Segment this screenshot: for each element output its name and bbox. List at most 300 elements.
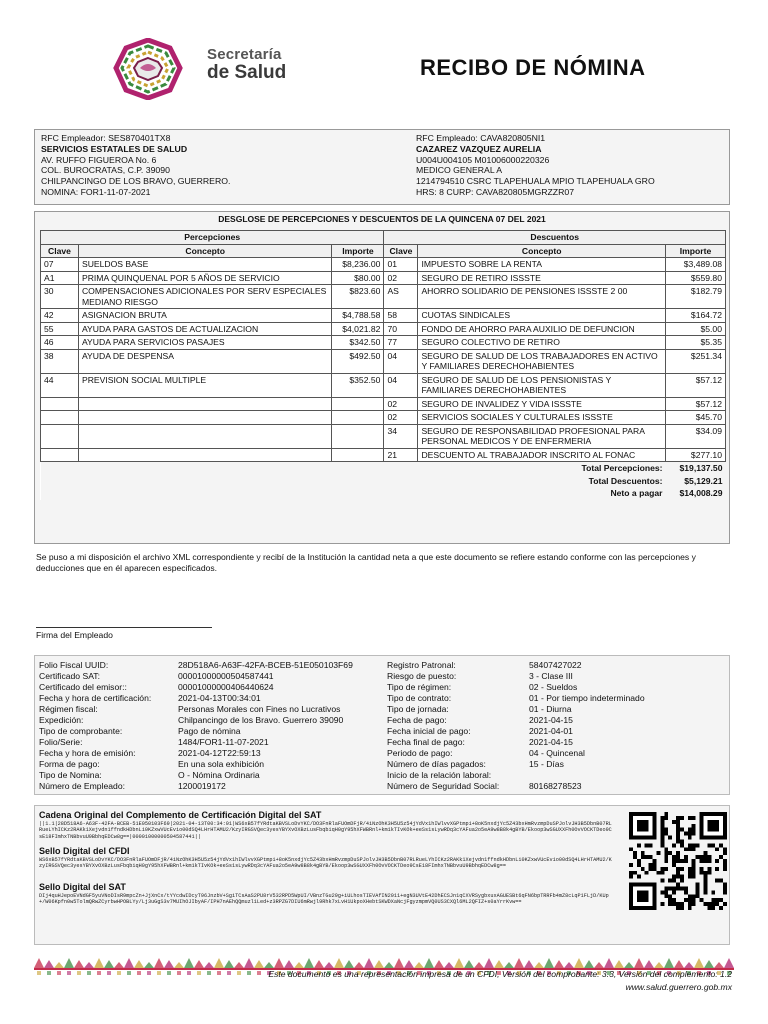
qr-module <box>703 855 707 859</box>
qr-module <box>672 875 676 879</box>
band-dot <box>257 971 261 975</box>
footer-website-link[interactable]: www.salud.guerrero.gob.mx <box>625 982 732 992</box>
desc-clave: 02 <box>384 397 418 411</box>
qr-module <box>680 843 684 847</box>
band-triangle <box>444 962 454 968</box>
qr-module <box>688 836 692 840</box>
perc-clave <box>41 397 79 411</box>
desc-concepto: SEGURO DE INVALIDEZ Y VIDA ISSSTE <box>418 397 666 411</box>
qr-module <box>668 894 672 898</box>
band-triangle <box>334 958 344 968</box>
band-dot <box>197 971 201 975</box>
band-triangle <box>724 958 734 968</box>
band-triangle <box>644 960 654 968</box>
meta-row <box>39 759 264 769</box>
qr-module <box>692 898 696 902</box>
meta-value: Pago de nómina <box>178 726 241 736</box>
desc-concepto: CUOTAS SINDICALES <box>418 309 666 323</box>
band-triangle <box>134 960 144 968</box>
meta-row <box>387 770 529 780</box>
document-title: RECIBO DE NÓMINA <box>420 55 646 80</box>
desc-concepto: FONDO DE AHORRO PARA AUXILIO DE DEFUNCION <box>418 322 666 336</box>
band-triangle <box>704 960 714 968</box>
qr-module <box>703 886 707 890</box>
band-triangle <box>164 960 174 968</box>
qr-module <box>672 855 676 859</box>
qr-module <box>664 832 668 836</box>
band-dot <box>227 971 231 975</box>
qr-module <box>676 906 680 910</box>
sello-sat-title: Sello Digital del SAT <box>39 882 126 892</box>
qr-module <box>649 843 653 847</box>
employer-rfc: RFC Empleador: SES870401TX8 <box>41 133 171 143</box>
band-triangle <box>624 962 634 968</box>
qr-module <box>696 883 700 887</box>
qr-module <box>692 867 696 871</box>
perc-concepto: ASIGNACION BRUTA <box>78 309 332 323</box>
table-row <box>41 349 726 373</box>
qr-module <box>700 871 704 875</box>
meta-label: Inicio de la relación laboral: <box>387 770 492 780</box>
table-row <box>41 424 726 448</box>
payroll-breakdown <box>34 211 730 544</box>
meta-label: Certificado SAT: <box>39 671 100 681</box>
perc-importe: $80.00 <box>332 271 384 285</box>
band-triangle <box>34 958 44 968</box>
qr-code-icon <box>629 812 727 910</box>
qr-module <box>676 820 680 824</box>
perc-importe <box>332 397 384 411</box>
perc-importe-header: Importe <box>332 244 384 258</box>
band-triangle <box>414 962 424 968</box>
meta-value: 28D518A6-A63F-42FA-BCEB-51E050103F69 <box>178 660 353 670</box>
qr-module <box>676 859 680 863</box>
qr-module <box>660 832 664 836</box>
payroll-rows <box>41 258 726 500</box>
band-dot <box>157 971 161 975</box>
band-triangle <box>674 960 684 968</box>
table-row <box>41 309 726 323</box>
qr-module <box>680 828 684 832</box>
band-triangle <box>634 958 644 968</box>
band-triangle <box>54 962 64 968</box>
perc-concepto <box>78 448 332 462</box>
band-triangle <box>524 960 534 968</box>
meta-value: 02 - Sueldos <box>529 682 578 692</box>
qr-module <box>711 902 715 906</box>
qr-module <box>641 867 645 871</box>
employer-nomina: NOMINA: FOR1-11-07-2021 <box>41 186 151 197</box>
desc-importe: $5.00 <box>666 322 726 336</box>
desc-concepto: SEGURO COLECTIVO DE RETIRO <box>418 336 666 350</box>
qr-module <box>703 859 707 863</box>
meta-value: 2021-04-15 <box>529 737 573 747</box>
qr-module <box>664 859 668 863</box>
band-triangle <box>324 962 334 968</box>
desc-concepto: SEGURO DE RESPONSABILIDAD PROFESIONAL PARA PERSONAL MEDICOS Y DE ENFERMERIA <box>418 424 666 448</box>
qr-module <box>696 843 700 847</box>
band-triangle <box>204 962 214 968</box>
qr-module <box>668 836 672 840</box>
band-triangle <box>404 960 414 968</box>
qr-module <box>664 828 668 832</box>
meta-value: 2021-04-13T00:34:01 <box>178 693 261 703</box>
qr-module <box>660 871 664 875</box>
band-triangle <box>594 962 604 968</box>
qr-module <box>676 886 680 890</box>
qr-module <box>707 902 711 906</box>
qr-module <box>672 859 676 863</box>
qr-module <box>672 843 676 847</box>
qr-module <box>723 886 727 890</box>
band-triangle <box>274 958 284 968</box>
qr-module <box>692 824 696 828</box>
secretaria-salud-logo-icon <box>112 38 184 100</box>
meta-value: 15 - Días <box>529 759 564 769</box>
qr-module <box>680 879 684 883</box>
band-dot <box>57 971 61 975</box>
qr-module <box>676 875 680 879</box>
band-triangle <box>564 962 574 968</box>
qr-finder <box>707 820 719 832</box>
qr-module <box>664 886 668 890</box>
band-dot <box>37 971 41 975</box>
qr-module <box>688 871 692 875</box>
perc-concepto: AYUDA PARA SERVICIOS PASAJES <box>78 336 332 350</box>
qr-module <box>684 898 688 902</box>
qr-module <box>700 855 704 859</box>
qr-module <box>692 863 696 867</box>
qr-module <box>660 816 664 820</box>
qr-module <box>668 898 672 902</box>
meta-value: Chilpancingo de los Bravo. Guerrero 39090 <box>178 715 344 725</box>
qr-module <box>676 839 680 843</box>
qr-module <box>692 847 696 851</box>
employee-rfc: RFC Empleado: CAVA820805NI1 <box>416 133 546 143</box>
desc-importe: $45.70 <box>666 411 726 425</box>
meta-label: Forma de pago: <box>39 759 100 769</box>
meta-label: Fecha y hora de certificación: <box>39 693 152 703</box>
desc-concepto: SEGURO DE SALUD DE LOS PENSIONISTAS Y FAMILIARES DERECHOHABIENTES <box>418 373 666 397</box>
band-triangle <box>684 962 694 968</box>
perc-clave: 30 <box>41 285 79 309</box>
qr-module <box>703 890 707 894</box>
qr-module <box>637 843 641 847</box>
logo-emblem <box>116 40 180 98</box>
band-dot <box>97 971 101 975</box>
qr-module <box>680 886 684 890</box>
perc-concepto <box>78 424 332 448</box>
meta-row <box>387 660 582 670</box>
qr-module <box>664 851 668 855</box>
perc-concepto-header: Concepto <box>78 244 332 258</box>
qr-module <box>703 883 707 887</box>
band-triangle <box>74 960 84 968</box>
qr-module <box>676 855 680 859</box>
desc-importe: $277.10 <box>666 448 726 462</box>
perc-importe: $4,021.82 <box>332 322 384 336</box>
qr-module <box>696 886 700 890</box>
qr-module <box>692 828 696 832</box>
total-percepciones-label: Total Percepciones: <box>41 462 666 475</box>
meta-label: Periodo de pago: <box>387 748 453 758</box>
band-triangle <box>264 962 274 968</box>
qr-module <box>672 820 676 824</box>
cadena-original-text: ||1.1|28D518A6-A63F-42FA-BCEB-51E050103F69|2021-04-13T00:34:01|WS6xB57fYRdtaKBVSLoDvYKC/DO3FnRlaFUOmDFjR/4iNzOhK3H5U5z54jYdVx1hIWlvvXGPtmpi+8oK5nxdjYc5Z43bxHmRvzmpDuSPJolvJH3B5DbnB07RLRueLYhICKz2RAKk1Xejvdn1ffndkHDbnLi0KZxwVUcEvio00dSQ4LHrHTAMU2/KzyIRGSVQec3yesYBYXvOXBzLusFbqbiqH0gY95hXFWBRnl+km1kTIvKOk+eeSs1sLywRDq3cYAFua2o5eA9w8B8k4gBYB/Ekoop3wSGUXXFh0OvVOCKTDeo9CsE18FImhxTNBbvuU9BbhqEDCw8g==|00001000000504587441|| <box>39 821 612 840</box>
band-triangle <box>574 958 584 968</box>
signature-line <box>36 627 212 628</box>
qr-module <box>692 875 696 879</box>
qr-module <box>684 832 688 836</box>
band-dot <box>117 971 121 975</box>
total-descuentos-label: Total Descuentos: <box>41 475 666 488</box>
qr-module <box>688 906 692 910</box>
meta-label: Folio Fiscal UUID: <box>39 660 109 670</box>
band-triangle <box>234 962 244 968</box>
qr-module <box>723 851 727 855</box>
meta-label: Fecha final de pago: <box>387 737 465 747</box>
qr-module <box>633 871 637 875</box>
conformity-statement: Se puso a mi disposición el archivo XML correspondiente y recibí de la Institución la cantidad neta a que este documento se refiere estando conforme con las percepciones y deducciones que en él aparecen especificados. <box>36 552 696 574</box>
qr-module <box>707 843 711 847</box>
qr-module <box>688 898 692 902</box>
perc-concepto <box>78 397 332 411</box>
perc-importe <box>332 424 384 448</box>
meta-row <box>39 704 340 714</box>
desc-concepto: SEGURO DE SALUD DE LOS TRABAJADORES EN ACTIVO Y FAMILIARES DERECHOHABIENTES <box>418 349 666 373</box>
qr-module <box>680 875 684 879</box>
meta-value: 2021-04-12T22:59:13 <box>178 748 261 758</box>
meta-value: 3 - Clase III <box>529 671 573 681</box>
band-dot <box>187 971 191 975</box>
desc-concepto: SERVICIOS SOCIALES Y CULTURALES ISSSTE <box>418 411 666 425</box>
perc-clave <box>41 448 79 462</box>
qr-module <box>715 847 719 851</box>
neto-label: Neto a pagar <box>41 487 666 500</box>
qr-module <box>649 855 653 859</box>
qr-module <box>641 855 645 859</box>
perc-importe: $4,788.58 <box>332 309 384 323</box>
band-dot <box>207 971 211 975</box>
perc-concepto: PRIMA QUINQUENAL POR 5 AÑOS DE SERVICIO <box>78 271 332 285</box>
band-dot <box>87 971 91 975</box>
meta-label: Número de días pagados: <box>387 759 486 769</box>
meta-value: 58407427022 <box>529 660 582 670</box>
qr-module <box>684 855 688 859</box>
desc-concepto: DESCUENTO AL TRABAJADOR INSCRITO AL FONAC <box>418 448 666 462</box>
meta-row <box>39 781 226 791</box>
meta-label: Fecha inicial de pago: <box>387 726 471 736</box>
meta-row <box>387 726 573 736</box>
band-triangle <box>304 958 314 968</box>
qr-module <box>688 902 692 906</box>
meta-row <box>39 671 274 681</box>
desc-clave: AS <box>384 285 418 309</box>
desc-importe: $57.12 <box>666 373 726 397</box>
qr-module <box>692 859 696 863</box>
qr-module <box>672 902 676 906</box>
qr-module <box>653 863 657 867</box>
band-dot <box>247 971 251 975</box>
qr-module <box>664 890 668 894</box>
qr-module <box>703 875 707 879</box>
band-triangle <box>664 958 674 968</box>
qr-module <box>692 816 696 820</box>
perc-clave: 38 <box>41 349 79 373</box>
desc-importe: $57.12 <box>666 397 726 411</box>
qr-module <box>719 879 723 883</box>
desc-importe: $559.80 <box>666 271 726 285</box>
total-descuentos-value: $5,129.21 <box>666 475 726 488</box>
table-row <box>41 397 726 411</box>
band-triangle <box>244 958 254 968</box>
group-header-row <box>41 231 726 245</box>
meta-value: 80168278523 <box>529 781 582 791</box>
qr-module <box>723 847 727 851</box>
meta-label: Tipo de Nomina: <box>39 770 102 780</box>
meta-row <box>387 682 577 692</box>
desc-group-header: Descuentos <box>384 231 726 245</box>
band-dot <box>137 971 141 975</box>
band-triangle <box>694 958 704 968</box>
qr-module <box>664 855 668 859</box>
qr-module <box>680 816 684 820</box>
logo-line-1: Secretaría <box>207 46 282 63</box>
qr-module <box>629 875 633 879</box>
meta-value: 01 - Diurna <box>529 704 572 714</box>
desc-importe-header: Importe <box>666 244 726 258</box>
employee-location: 1214794510 CSRC TLAPEHUALA MPIO TLAPEHUALA GRO <box>416 176 655 187</box>
band-triangle <box>474 962 484 968</box>
meta-row <box>387 671 573 681</box>
qr-module <box>676 832 680 836</box>
qr-module <box>637 859 641 863</box>
qr-module <box>645 843 649 847</box>
qr-module <box>672 898 676 902</box>
meta-label: Número de Seguridad Social: <box>387 781 500 791</box>
qr-module <box>692 832 696 836</box>
desc-concepto: IMPUESTO SOBRE LA RENTA <box>418 258 666 272</box>
band-triangle <box>344 960 354 968</box>
band-triangle <box>354 962 364 968</box>
qr-module <box>668 886 672 890</box>
total-descuentos-row <box>41 475 726 488</box>
qr-module <box>688 867 692 871</box>
meta-row <box>39 726 241 736</box>
payroll-table <box>40 230 726 500</box>
qr-module <box>656 851 660 855</box>
perc-clave: 07 <box>41 258 79 272</box>
qr-module <box>715 879 719 883</box>
qr-module <box>637 863 641 867</box>
meta-label: Fecha y hora de emisión: <box>39 748 136 758</box>
qr-module <box>711 890 715 894</box>
band-dot <box>107 971 111 975</box>
meta-value: 00001000000504587441 <box>178 671 274 681</box>
qr-module <box>711 898 715 902</box>
qr-module <box>723 859 727 863</box>
band-triangle <box>504 962 514 968</box>
band-triangle <box>84 962 94 968</box>
band-dot <box>237 971 241 975</box>
band-triangle <box>584 960 594 968</box>
qr-module <box>703 902 707 906</box>
meta-value: 2021-04-01 <box>529 726 573 736</box>
qr-module <box>668 879 672 883</box>
qr-module <box>703 851 707 855</box>
qr-module <box>719 843 723 847</box>
band-triangle <box>454 958 464 968</box>
qr-module <box>707 867 711 871</box>
perc-importe: $823.60 <box>332 285 384 309</box>
meta-row <box>387 781 582 791</box>
meta-value: Personas Morales con Fines no Lucrativos <box>178 704 341 714</box>
qr-module <box>688 828 692 832</box>
qr-module <box>723 883 727 887</box>
qr-module <box>660 867 664 871</box>
qr-module <box>629 871 633 875</box>
desc-concepto: AHORRO SOLIDARIO DE PENSIONES ISSSTE 2 00 <box>418 285 666 309</box>
qr-module <box>641 851 645 855</box>
meta-label: Fecha de pago: <box>387 715 447 725</box>
table-row <box>41 336 726 350</box>
qr-module <box>660 902 664 906</box>
table-row <box>41 448 726 462</box>
qr-module <box>676 816 680 820</box>
logo-line-2: de Salud <box>207 62 287 83</box>
band-triangle <box>424 958 434 968</box>
qr-module <box>692 843 696 847</box>
band-triangle <box>554 960 564 968</box>
qr-module <box>660 828 664 832</box>
qr-module <box>707 906 711 910</box>
fiscal-metadata-panel <box>34 655 730 795</box>
band-triangle <box>184 958 194 968</box>
band-dot <box>67 971 71 975</box>
table-row <box>41 271 726 285</box>
qr-module <box>703 879 707 883</box>
qr-module <box>723 863 727 867</box>
qr-module <box>700 867 704 871</box>
desc-importe: $251.34 <box>666 349 726 373</box>
meta-value: 00001000000406440624 <box>178 682 274 692</box>
desc-clave: 34 <box>384 424 418 448</box>
meta-row <box>39 693 261 703</box>
qr-module <box>672 886 676 890</box>
qr-module <box>696 890 700 894</box>
column-header-row <box>41 244 726 258</box>
band-dot <box>127 971 131 975</box>
meta-row <box>39 737 269 747</box>
qr-module <box>680 902 684 906</box>
band-triangle <box>714 962 724 968</box>
band-triangle <box>154 958 164 968</box>
employer-address-1: AV. RUFFO FIGUEROA No. 6 <box>41 154 157 165</box>
qr-module <box>672 890 676 894</box>
band-dot <box>147 971 151 975</box>
desc-importe: $34.09 <box>666 424 726 448</box>
desc-clave: 58 <box>384 309 418 323</box>
qr-module <box>676 836 680 840</box>
perc-clave: 46 <box>41 336 79 350</box>
perc-group-header: Percepciones <box>41 231 384 245</box>
meta-value: O - Nómina Ordinaria <box>178 770 260 780</box>
meta-label: Tipo de comprobante: <box>39 726 123 736</box>
meta-label: Tipo de jornada: <box>387 704 449 714</box>
sello-cfdi-text: WS6xB57fYRdtaKBVSLoDvYKC/DO3FnRlaFUOmDFjR/4iNzOhK3H5U5z54jYdVx1hIWlvvXGPtmpi+8oK5nxdjYc5Z43bxHmRvzmpDuSPJolvJH3B5DbnB07RLRueLYhICKz2RAKk1Xejvdn1ffndkHDbnLi0KZxwVUcEvio00dSQ4LHrHTAMU2/KzyIRGSVQec3yesYBYXvOXBzLusFbqbiqH0gY95hXFWBRnl+km1kTIvKOk+eeSs1sLywRDq3cYAFua2o5eA9w8B8k4gBYB/Ekoop3wSGUXXFh0OvVOCKTDeo9CsE18FImhxTNBbvuU9BbhqEDCw8g== <box>39 857 612 870</box>
desc-clave: 04 <box>384 373 418 397</box>
perc-clave <box>41 411 79 425</box>
